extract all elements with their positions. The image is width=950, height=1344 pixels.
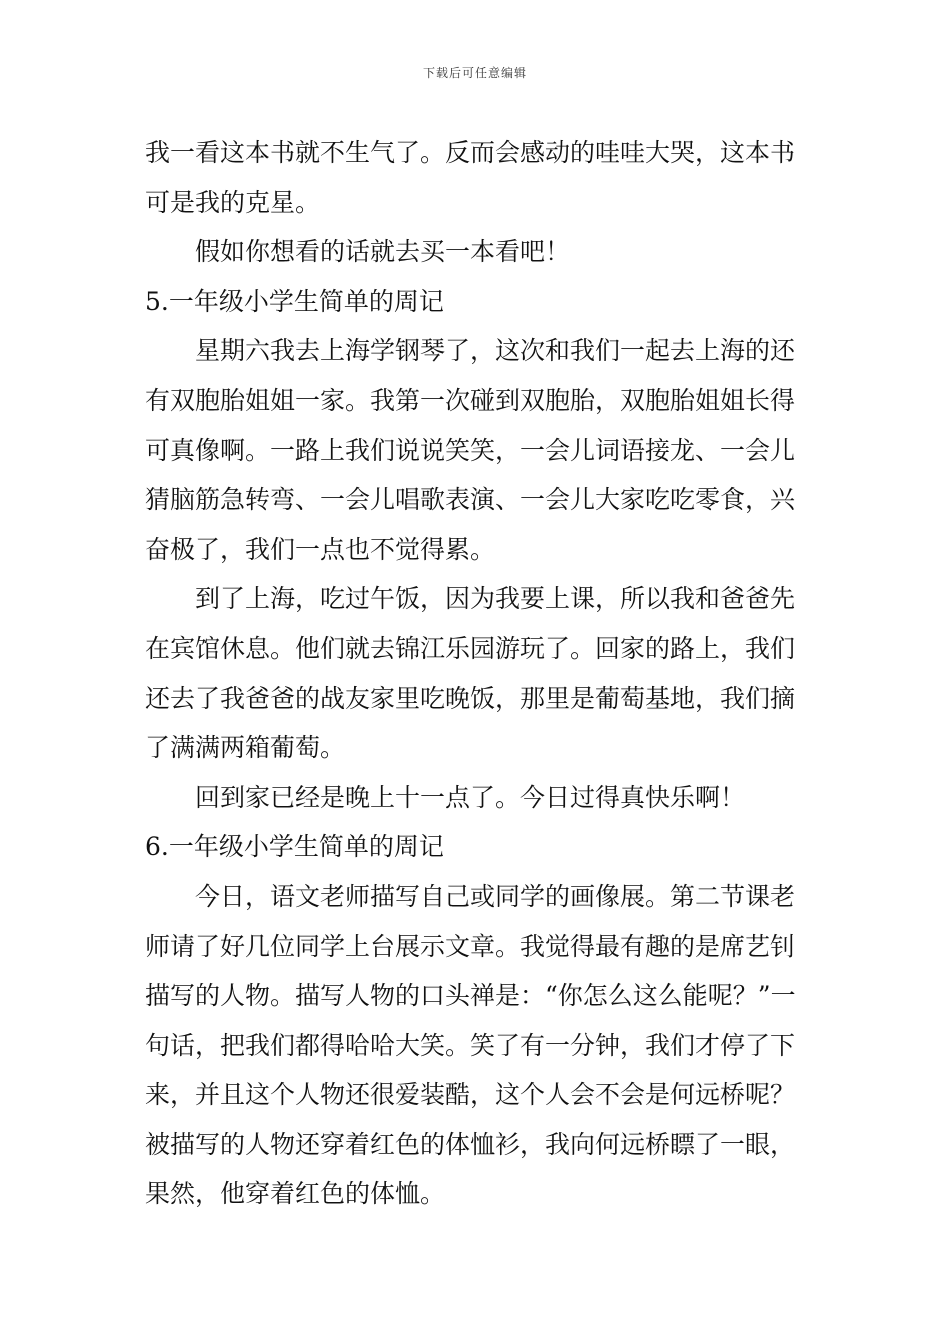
section-heading: 5.一年级小学生简单的周记 <box>145 286 444 316</box>
paragraph: 星期六我去上海学钢琴了，这次和我们一起去上海的还有双胞胎姐姐一家。我第一次碰到双胞胎，双胞胎姐姐长得可真像啊。一路上我们说说笑笑，一会儿词语接龙、一会儿猜脑筋急转弯、一会儿唱歌表演、一会儿大家吃吃零食，兴奋极了，我们一点也不觉得累。 <box>145 336 796 564</box>
document-body <box>145 128 807 1219</box>
paragraph: 到了上海，吃过午饭，因为我要上课，所以我和爸爸先在宾馆休息。他们就去锦江乐园游玩了。回家的路上，我们还去了我爸爸的战友家里吃晚饭，那里是葡萄基地，我们摘了满满两箱葡萄。 <box>145 584 796 763</box>
page-header: 下载后可任意编辑 <box>422 66 527 80</box>
paragraph: 今日，语文老师描写自己或同学的画像展。第二节课老师请了好几位同学上台展示文章。我觉得最有趣的是席艺钊描写的人物。描写人物的口头禅是：“你怎么这么能呢？”一句话，把我们都得哈哈大笑。笑了有一分钟，我们才停了下来，并且这个人物还很爱装酷，这个人会不会是何远桥呢？被描写的人物还穿着红色的体恤衫，我向何远桥瞟了一眼，果然，他穿着红色的体恤。 <box>145 881 796 1209</box>
paragraph: 假如你想看的话就去买一本看吧！ <box>195 237 571 267</box>
paragraph-continued: 我一看这本书就不生气了。反而会感动的哇哇大哭，这本书可是我的克星。 <box>145 138 796 217</box>
paragraph: 回到家已经是晚上十一点了。今日过得真快乐啊！ <box>195 782 746 812</box>
section-heading: 6.一年级小学生简单的周记 <box>145 832 444 862</box>
